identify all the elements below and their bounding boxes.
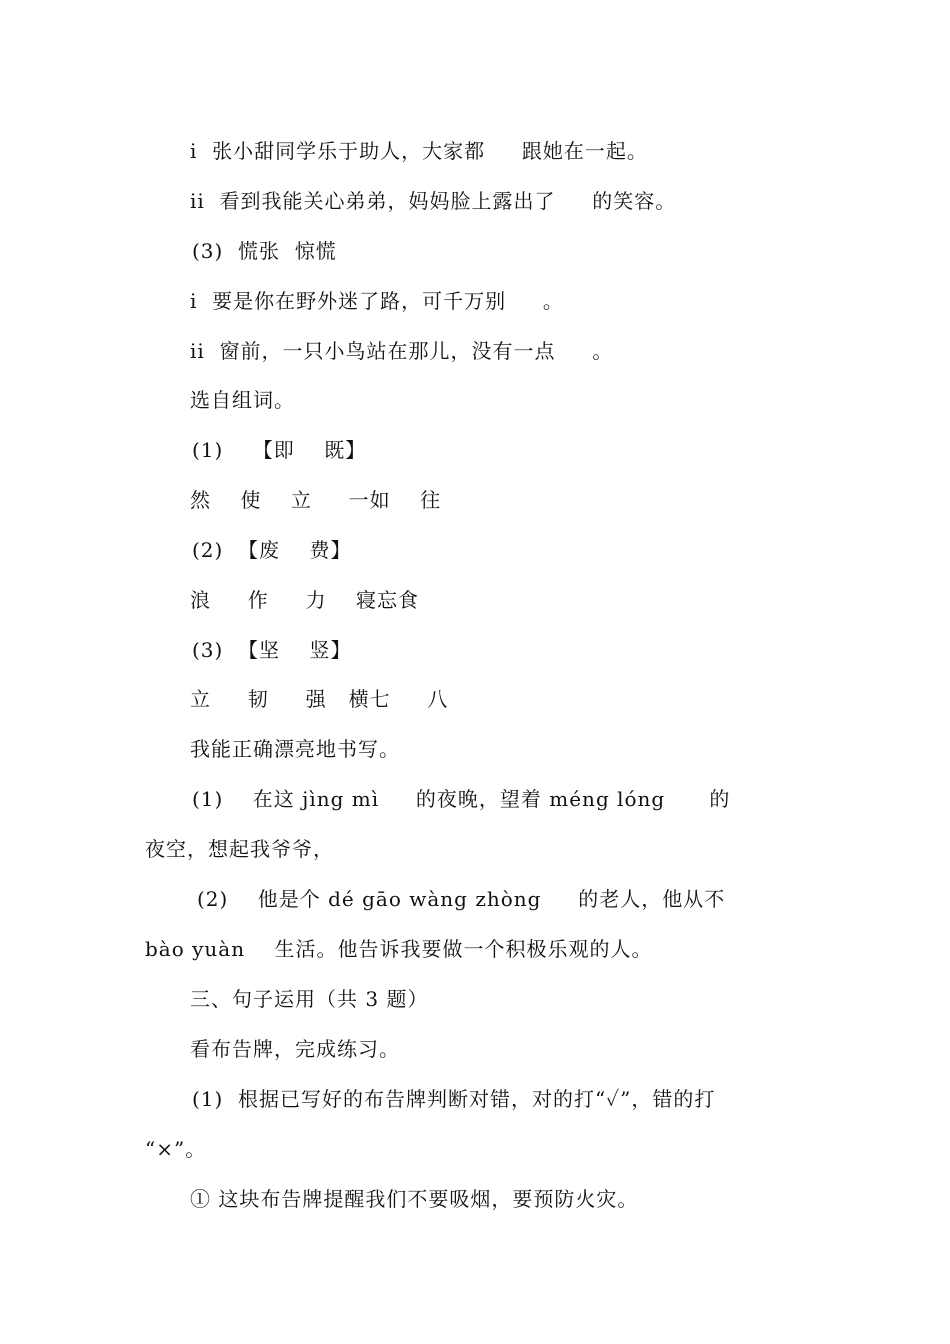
pinyin-sentence-1: (1) 在这 jìng mì 的夜晚，望着 méng lóng 的	[192, 787, 731, 811]
instruction-notice-board: 看布告牌，完成练习。	[190, 1037, 400, 1061]
pinyin-sentence-2: (2) 他是个 dé gāo wàng zhòng 的老人，他从不	[197, 887, 726, 911]
char-choice-2: (2) 【废 费】	[192, 538, 352, 562]
section-heading-word-build: 选自组词。	[190, 388, 295, 412]
char-choice-1: (1) 【即 既】	[192, 438, 367, 462]
sentence-fill-ii-2: ii 窗前，一只小鸟站在那儿，没有一点 。	[190, 339, 614, 363]
sentence-fill-i-2: i 要是你在野外迷了路，可千万别 。	[190, 289, 564, 313]
word-pair-3: (3) 慌张 惊慌	[192, 239, 337, 263]
question-1: (1) 根据已写好的布告牌判断对错，对的打“✓”，错的打	[192, 1087, 716, 1111]
sentence-fill-ii: ii 看到我能关心弟弟，妈妈脸上露出了 的笑容。	[190, 189, 677, 213]
statement-1: ① 这块布告牌提醒我们不要吸烟，要预防火灾。	[190, 1187, 639, 1211]
char-choice-3: (3) 【坚 竖】	[192, 638, 352, 662]
question-1-cont: “×”。	[145, 1137, 207, 1161]
section-heading-writing: 我能正确漂亮地书写。	[190, 737, 400, 761]
section-title-3: 三、句子运用（共 3 题）	[190, 987, 429, 1011]
word-blanks-1: 然 使 立 一如 往	[190, 488, 442, 512]
word-blanks-3: 立 韧 强 横七 八	[190, 687, 449, 711]
pinyin-sentence-2-cont: bào yuàn 生活。他告诉我要做一个积极乐观的人。	[145, 937, 653, 961]
sentence-fill-i: i 张小甜同学乐于助人，大家都 跟她在一起。	[190, 139, 648, 163]
pinyin-sentence-1-cont: 夜空，想起我爷爷，	[145, 837, 334, 861]
word-blanks-2: 浪 作 力 寝忘食	[190, 588, 420, 612]
